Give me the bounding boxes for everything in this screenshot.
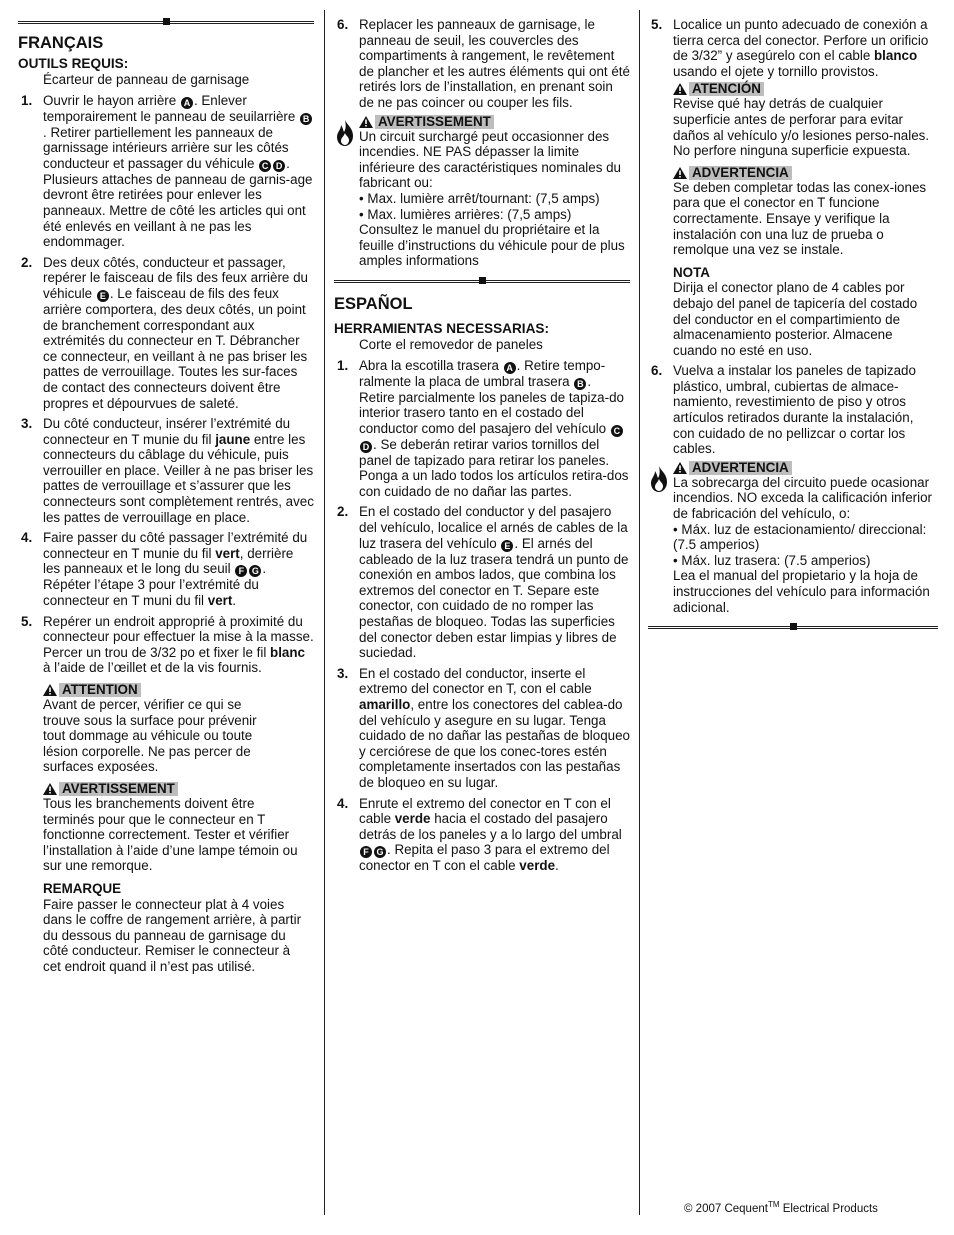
step-text: En el costado del conductor y del pasajero del vehículo, localice el arnés de cables de la luz trasera del vehículo E . El arnés del cableado de la luz trasera tendrá un punto de conexión en ambos lados, que combina los extremos del conector en T. Separe este conector, con cuidado de no romper las pestañas de bloqueo. Todas las superficies del conector deben estar limpias y libres de suciedad. (359, 504, 629, 661)
fire-warning-text-spanish (673, 475, 938, 615)
column-spanish-continued (648, 0, 938, 633)
steps-list-french (18, 93, 314, 676)
step-2-french: 2. Des deux côtés, conducteur et passager, repérer le faisceau de fils des feux arrière du véhicule E . Le faisceau de fils des feux arrière comportera, des deux côtés, un point de branchement correspondant aux extrémités du connecteur en T. Débrancher ce connecteur, en veillant à ne pas briser les pattes de verrouillage. Toutes les sur-faces de contact des connecteurs doivent être propres et dépourvues de saleté. (18, 255, 314, 411)
nota-label: NOTA (673, 264, 710, 280)
step-5-spanish: 5. Localice un punto adecuado de conexión a tierra cerca del conector. Perfore un orificio de 3/32” y asegúrelo con el cable blanco usando el ojete y tornillo provistos. (648, 17, 938, 79)
attention-text: Avant de percer, vérifier ce qui se trouve sous la surface pour prévenir tout dommage au véhicule ou toute lésion corporelle. Ne pas percer de surfaces exposées. (43, 697, 257, 775)
column-divider-2 (639, 10, 640, 1215)
step-4-spanish: 4. Enrute el extremo del conector en T con el cable verde hacia el costado del pasajero detrás de los paneles y a lo largo del umbral F G . Repita el paso 3 para el extremo del conector en T con el cable verde. (334, 796, 630, 874)
step-text: Abra la escotilla trasera A . Retire tempo-ralmente la placa de umbral trasera B . Retire parcialmente los paneles de tapiza-do interior trasero tanto en el costado del conductor como del pasajero del vehículo CD . Se deberán retirar varios tornillos del panel de tapizado para retirar los paneles. Ponga a un lado todos los artículos retira-dos con cuidado de no dañar las partes. (359, 357, 629, 499)
warning-line: Un circuit surchargé peut occasionner des incendies. NE PAS dépasser la limite inférieure des caractéristiques nominales du fabricant ou: (359, 128, 622, 191)
tools-heading: OUTILS REQUIS: (18, 56, 129, 71)
advertencia-label: ADVERTENCIA (689, 166, 792, 180)
warning-line: Lea el manual del propietario y la hoja de instrucciones del vehículo para información adicional. (673, 568, 930, 615)
warning-line: Consultez le manuel du propriétaire et la feuille d’instructions du véhicule pour de plus amples informations (359, 222, 625, 269)
fire-warning-french (334, 115, 630, 269)
atencion-label: ATENCIÓN (689, 82, 764, 96)
spanish-warnings (648, 82, 938, 358)
fire-warning-label: AVERTISSEMENT (375, 115, 494, 129)
step-text: En el costado del conductor, inserte el extremo del conector en T, con el cable amarillo, entre los conectores del cablea-do del vehículo y asegure en su lugar. Tenga cuidado de no dañar las pestañas de bloqueo y cerciórese de que los conec-tores estén completamente insertados con las pestañas de bloqueo en su lugar. (359, 665, 631, 790)
flame-icon (648, 465, 670, 493)
fire-warning-text (359, 129, 630, 269)
fire-warning-spanish (648, 461, 938, 615)
column-middle (334, 0, 630, 874)
atencion-text: Revise qué hay detrás de cualquier superficie antes de perforar para evitar daños al vehículo y/o lesiones perso-nales. No perfore ninguna superficie expuesta. (673, 96, 930, 159)
nota-text: Dirija el conector plano de 4 cables por debajo del panel de tapicería del costado del conductor en el compartimiento de almacenamiento posterior. Almacene cuando no esté en uso. (673, 280, 918, 358)
section-rule (334, 275, 630, 287)
step-4-french: 4. Faire passer du côté passager l’extrémité du connecteur en T munie du fil vert, derrière les panneaux et le long du seuil F G . Répéter l’étape 3 pour l’extrémité du connecteur en T muni du fil vert. (18, 530, 314, 608)
warning-line: • Max. lumière arrêt/tournant: (7,5 amps) (359, 190, 600, 206)
step-1-french: 1. Ouvrir le hayon arrière A . Enlever temporairement le panneau de seuilarrière B. Retirer partiellement les panneaux de garnissage intérieurs arrière sur les côtés conducteur et passager du véhicule C D . Plusieurs attaches de panneau de garnis-age devront être retirées pour enlever les panneaux. Mettre de côté les articles qui ont été enlevés en veillant à ne pas les endommager. (21, 92, 313, 250)
warning-triangle-icon (673, 83, 687, 95)
warning-triangle-icon (359, 116, 373, 128)
warning-triangle-icon (43, 684, 57, 696)
flame-icon (334, 119, 356, 147)
warning-line: • Max. lumières arrières: (7,5 amps) (359, 206, 572, 222)
warning-triangle-icon (673, 462, 687, 474)
section-heading-spanish: ESPAÑOL (334, 294, 413, 313)
step-6-spanish-text: Vuelva a instalar los paneles de tapizado plástico, umbral, cubiertas de almace-namiento, revestimiento de piso y otros artículos retirados durante la instalación, con cuidado de no pellizcar o cortar los cables. (673, 363, 916, 457)
tools-text: Écarteur de panneau de garnisage (43, 72, 250, 87)
step-5-spanish-wrap (648, 17, 938, 79)
step-text: Des deux côtés, conducteur et passager, repérer le faisceau de fils des feux arrière du véhicule E . Le faisceau de fils des feux arrière comportera, des deux côtés, un point de branchement correspondant aux extrémités du connecteur en T. Débrancher ce connecteur, en veillant à ne pas briser les pattes de verrouillage. Toutes les sur-faces de contact des connecteurs doivent être propres et dépourvues de saleté. (43, 254, 308, 411)
avertissement-label: AVERTISSEMENT (59, 782, 178, 796)
step-text: Du côté conducteur, insérer l’extrémité du connecteur en T munie du fil jaune entre les connecteurs du câblage du véhicule, puis verrouiller en place. Veiller à ne pas briser les pattes de verrouillage et s’assurer que les connecteurs sont complètement rentrés, avec les pattes de verrouillage en place. (43, 416, 314, 525)
remarque-label: REMARQUE (43, 880, 122, 896)
tools-heading-spanish: HERRAMIENTAS NECESSARIAS: (334, 320, 549, 336)
step-6-spanish: 6. Vuelva a instalar los paneles de tapizado plástico, umbral, cubiertas de almace-namiento, revestimiento de piso y otros artículos retirados durante la instalación, con cuidado de no pellizcar o cortar los cables. (648, 363, 938, 457)
step-1-spanish: 1. Abra la escotilla trasera A . Retire tempo-ralmente la placa de umbral trasera B . Retire parcialmente los paneles de tapiza-do interior trasero tanto en el costado del conductor como del pasajero del vehículo CD . Se deberán retirar varios tornillos del panel de tapizado para retirar los paneles. Ponga a un lado todos los artículos retira-dos con cuidado de no dañar las partes. (337, 357, 629, 499)
copyright-footer: © 2007 Cequent™ Electrical Products (684, 1200, 878, 1215)
avertissement-block (43, 782, 314, 874)
steps-list-spanish (334, 358, 630, 874)
advertencia-text: Se deben completar todas las conex-iones para que el conector en T funcione correctamente. Ensaye y verifique la instalación con una luz de prueba o remolque una vez se instale. (673, 179, 927, 258)
warning-line: • Máx. luz trasera: (7.5 amperios) (673, 552, 871, 568)
attention-label: ATTENTION (59, 683, 141, 697)
step-5-french: 5. Repérer un endroit approprié à proximité du connecteur pour effectuer la mise à la masse. Percer un trou de 3/32 po et fixer le fil blanc à l’aide de l’œillet et de la vis fournis. (21, 613, 314, 676)
avertissement-text: Tous les branchements doivent être terminés pour que le connecteur en T fonctionne correctement. Tester et vérifier l’installation à l’aide d’une lampe témoin ou sur une remorque. (43, 795, 298, 874)
step-text: Localice un punto adecuado de conexión a tierra cerca del conector. Perfore un orificio de 3/32” y asegúrelo con el cable blanco usando el ojete y tornillo provistos. (673, 17, 929, 79)
step-3-french: 3. Du côté conducteur, insérer l’extrémité du connecteur en T munie du fil jaune entre les connecteurs du câblage du véhicule, puis verrouiller en place. Veiller à ne pas briser les pattes de verrouillage et s’assurer que les connecteurs sont complètement rentrés, avec les pattes de verrouillage en place. (21, 416, 314, 525)
advertencia-block (673, 166, 938, 258)
step-6-french: 6. Replacer les panneaux de garnisage, le panneau de seuil, les couvercles des compartiments à rangement, le revêtement de plancher et les autres éléments qui ont été retirés lors de l’installation, en prenant soin de ne pas coincer ou couper les fils. (337, 17, 630, 110)
atencion-block (673, 82, 938, 158)
tools-text-spanish: Corte el removedor de paneles (359, 336, 543, 352)
section-rule (648, 621, 938, 633)
remarque-text: Faire passer le connecteur plat à 4 voies dans le coffre de rangement arrière, à partir du dessous du panneau de garnisage du côté conducteur. Remiser le connecteur à cet endroit quand il n’est pas utilisé. (43, 896, 302, 974)
step-6-french-text: Replacer les panneaux de garnisage, le panneau de seuil, les couvercles des compartiments à rangement, le revêtement de plancher et les autres éléments qui ont été retirés lors de l’installation, en prenant soin de ne pas coincer ou couper les fils. (359, 17, 630, 110)
warning-triangle-icon (43, 783, 57, 795)
french-warnings (18, 683, 314, 975)
step-text: Repérer un endroit approprié à proximité du connecteur pour effectuer la mise à la masse. Percer un trou de 3/32 po et fixer le fil blanc à l’aide de l’œillet et de la vis fournis. (43, 613, 314, 676)
fire-warning-label-spanish: ADVERTENCIA (689, 461, 792, 475)
step-text: Ouvrir le hayon arrière A . Enlever temporairement le panneau de seuilarrière B. Retirer partiellement les panneaux de garnissage intérieurs arrière sur les côtés conducteur et passager du véhicule C D . Plusieurs attaches de panneau de garnis-age devront être retirées pour enlever les panneaux. Mettre de côté les articles qui ont été enlevés en veillant à ne pas les endommager. (43, 92, 313, 250)
column-french (18, 0, 314, 975)
warning-line: • Máx. luz de estacionamiento/ direccional: (7.5 amperios) (673, 521, 927, 553)
step-text: Faire passer du côté passager l’extrémité du connecteur en T munie du fil vert, derrière les panneaux et le long du seuil F G . Répéter l’étape 3 pour l’extrémité du connecteur en T muni du fil vert. (43, 530, 308, 609)
section-rule (18, 16, 314, 28)
warning-triangle-icon (673, 167, 687, 179)
step-3-spanish: 3. En el costado del conductor, inserte el extremo del conector en T, con el cable amarillo, entre los conectores del cablea-do del vehículo y asegure en su lugar. Tenga cuidado de no dañar las pestañas de bloqueo y cerciórese de que los conec-tores estén completamente insertados con las pestañas de bloqueo en su lugar. (337, 665, 631, 790)
step-2-spanish: 2. En el costado del conductor y del pasajero del vehículo, localice el arnés de cables de la luz trasera del vehículo E . El arnés del cableado de la luz trasera tendrá un punto de conexión en ambos lados, que combina los extremos del conector en T. Separe este conector, con cuidado de no romper las pestañas de bloqueo. Todas las superficies del conector deben estar limpias y libres de suciedad. (337, 504, 629, 661)
column-divider-1 (324, 10, 325, 1215)
attention-block (43, 683, 314, 775)
warning-line: La sobrecarga del circuito puede ocasionar incendios. NO exceda la calificación inferior de fabricación del vehículo, o: (673, 474, 933, 522)
step-text: Enrute el extremo del conector en T con el cable verde hacia el costado del pasajero detrás de los paneles y a lo largo del umbral F G . Repita el paso 3 para el extremo del conector en T con el cable verde. (359, 795, 622, 874)
section-heading-french: FRANÇAIS (18, 34, 104, 52)
